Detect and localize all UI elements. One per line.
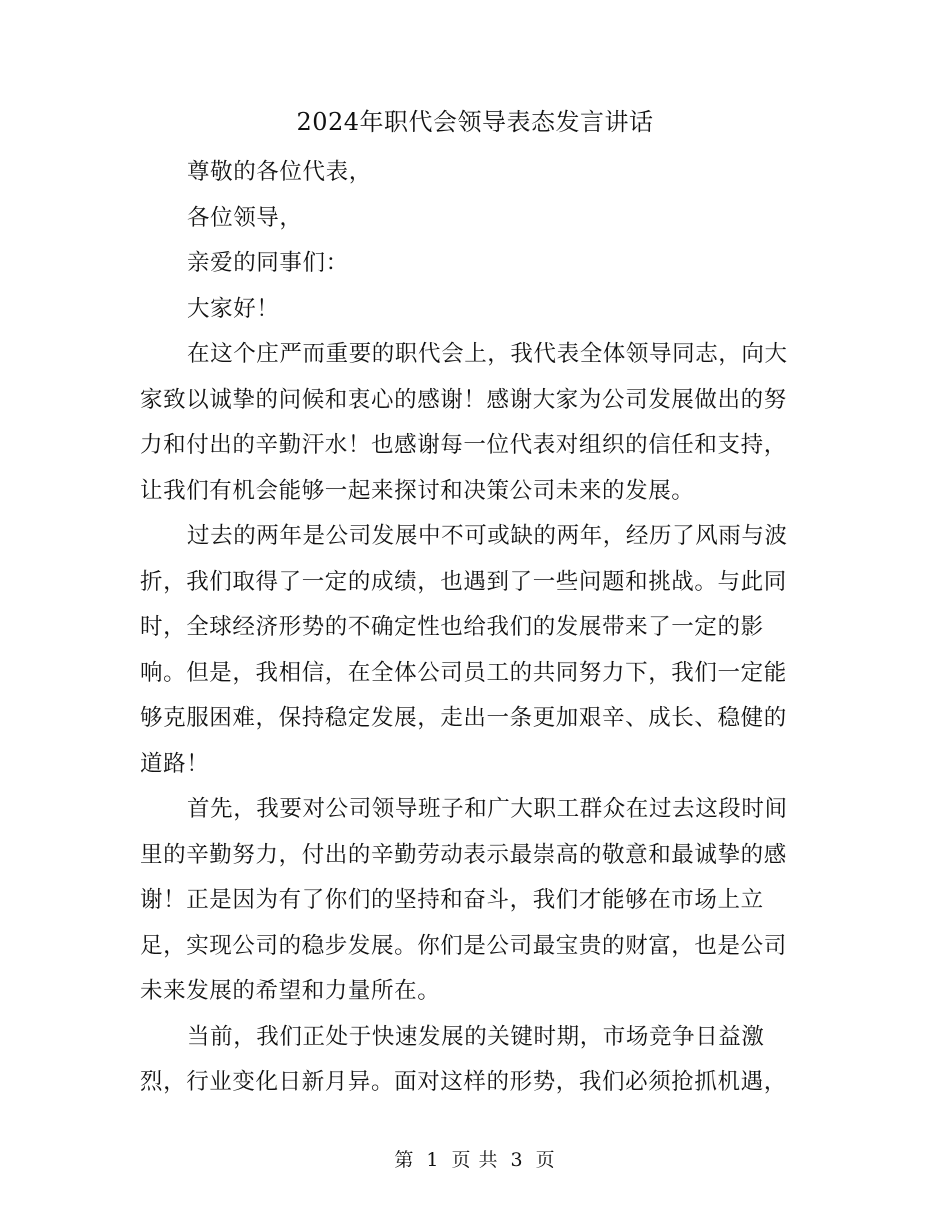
paragraph-line: 里的辛勤努力，付出的辛勤劳动表示最崇高的敬意和最诚挚的感 xyxy=(140,841,787,868)
paragraph xyxy=(140,332,800,514)
paragraph-line: 够克服困难，保持稳定发展，走出一条更加艰辛、成长、稳健的 xyxy=(140,705,787,731)
footer-page-mid: 页 共 xyxy=(451,1149,499,1171)
paragraph-line: 力和付出的辛勤汗水！也感谢每一位代表对组织的信任和支持， xyxy=(140,432,787,458)
paragraph-line: 响。但是，我相信，在全体公司员工的共同努力下，我们一定能 xyxy=(140,659,787,686)
greeting-line: 亲爱的同事们： xyxy=(187,250,349,276)
document-title: 2024年职代会领导表态发言讲话 xyxy=(296,108,654,136)
paragraph xyxy=(140,787,800,1015)
paragraph-line: 家致以诚挚的问候和衷心的感谢！感谢大家为公司发展做出的努 xyxy=(140,386,787,413)
footer-page-number: 1 xyxy=(426,1149,440,1171)
paragraph-line: 在这个庄严而重要的职代会上，我代表全体领导同志，向大 xyxy=(187,341,788,367)
paragraph-line: 烈，行业变化日新月异。面对这样的形势，我们必须抢抓机遇， xyxy=(140,1069,787,1095)
page-footer xyxy=(0,1146,950,1174)
paragraph xyxy=(140,514,800,787)
paragraph-line: 首先，我要对公司领导班子和广大职工群众在过去这段时间 xyxy=(187,796,788,822)
greeting-line: 大家好！ xyxy=(187,295,280,322)
greeting-line: 各位领导， xyxy=(187,204,303,231)
paragraph-line: 折，我们取得了一定的成绩，也遇到了一些问题和挑战。与此同 xyxy=(140,568,787,595)
paragraph-line: 过去的两年是公司发展中不可或缺的两年，经历了风雨与波 xyxy=(187,523,788,549)
paragraph xyxy=(140,1015,800,1106)
paragraph-line: 让我们有机会能够一起来探讨和决策公司未来的发展。 xyxy=(140,477,695,504)
paragraph-line: 道路！ xyxy=(140,750,210,777)
footer-page-suffix: 页 xyxy=(535,1149,556,1171)
paragraph-line: 谢！正是因为有了你们的坚持和奋斗，我们才能够在市场上立 xyxy=(140,887,764,913)
paragraph-line: 当前，我们正处于快速发展的关键时期，市场竞争日益激 xyxy=(187,1023,765,1050)
paragraph-line: 未来发展的希望和力量所在。 xyxy=(140,978,441,1004)
paragraph-line: 时，全球经济形势的不确定性也给我们的发展带来了一定的影 xyxy=(140,614,764,640)
greeting-line: 尊敬的各位代表， xyxy=(187,159,372,185)
footer-page-prefix: 第 xyxy=(394,1149,415,1171)
document-body xyxy=(140,150,800,1106)
footer-total-pages: 3 xyxy=(510,1149,524,1171)
paragraph-line: 足，实现公司的稳步发展。你们是公司最宝贵的财富，也是公司 xyxy=(140,932,787,959)
